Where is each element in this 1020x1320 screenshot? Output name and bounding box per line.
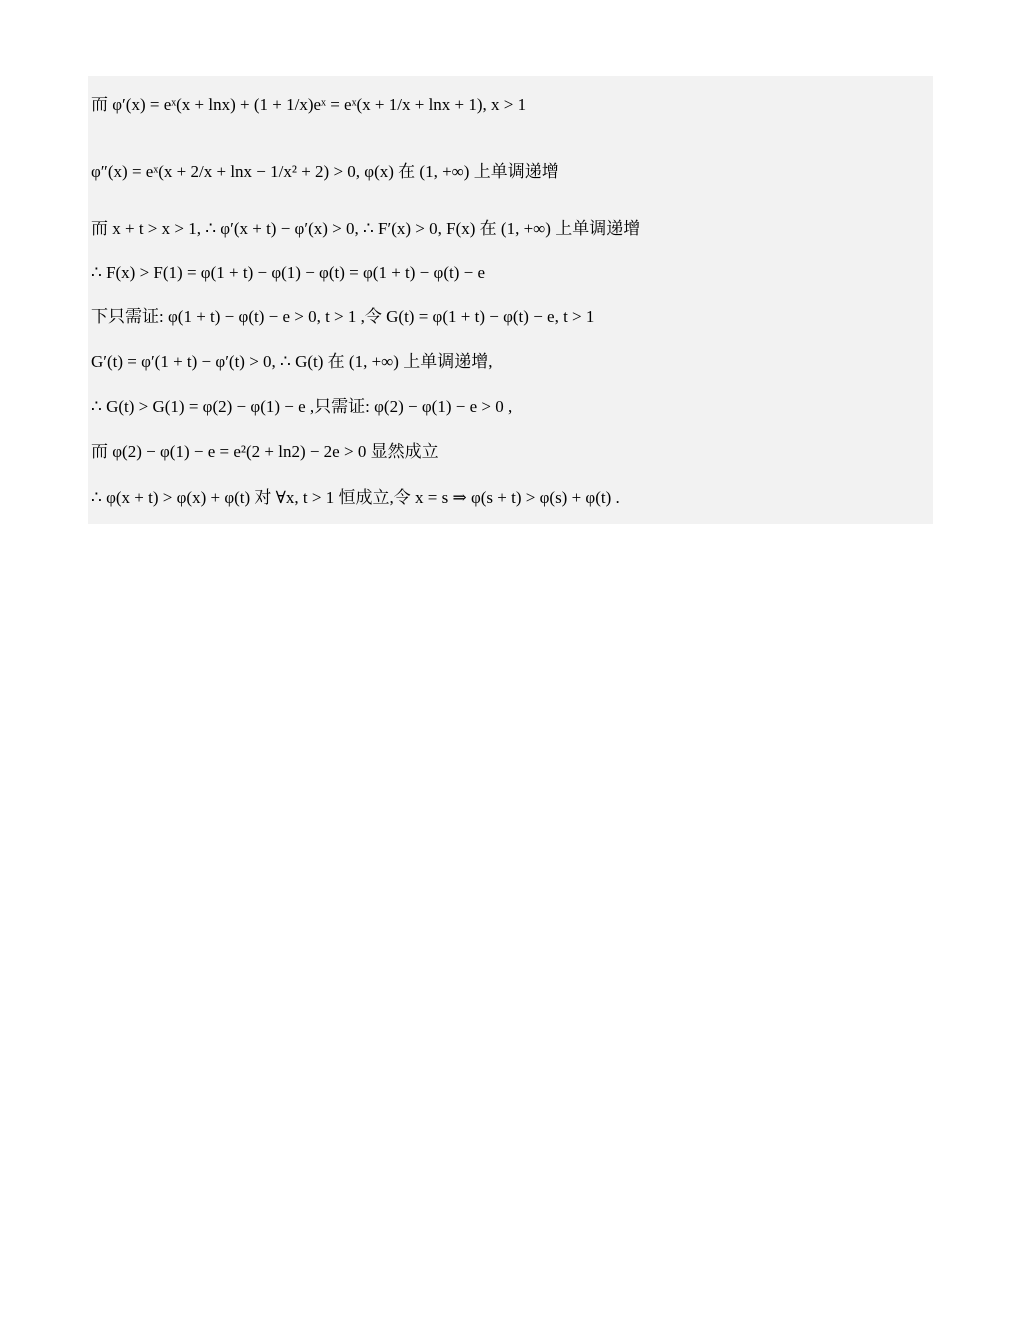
math-line-1: 而 φ′(x) = eˣ(x + lnx) + (1 + 1/x)eˣ = eˣ(x + 1/x + lnx + 1), x > 1 xyxy=(91,95,527,114)
math-line-7: ∴ G(t) > G(1) = φ(2) − φ(1) − e ,只需证: φ(2) − φ(1) − e > 0 , xyxy=(91,397,513,416)
math-line-2: φ″(x) = eˣ(x + 2/x + lnx − 1/x² + 2) > 0, φ(x) 在 (1, +∞) 上单调递增 xyxy=(91,162,559,181)
math-line-8: 而 φ(2) − φ(1) − e = e²(2 + ln2) − 2e > 0 显然成立 xyxy=(91,442,439,461)
math-line-4: ∴ F(x) > F(1) = φ(1 + t) − φ(1) − φ(t) = φ(1 + t) − φ(t) − e xyxy=(91,263,486,282)
math-line-9: ∴ φ(x + t) > φ(x) + φ(t) 对 ∀x, t > 1 恒成立,令 x = s ⇒ φ(s + t) > φ(s) + φ(t) . xyxy=(91,488,620,507)
math-line-5: 下只需证: φ(1 + t) − φ(t) − e > 0, t > 1 ,令 G(t) = φ(1 + t) − φ(t) − e, t > 1 xyxy=(91,307,595,326)
math-line-3: 而 x + t > x > 1, ∴ φ′(x + t) − φ′(x) > 0, ∴ F′(x) > 0, F(x) 在 (1, +∞) 上单调递增 xyxy=(91,219,641,238)
math-line-6: G′(t) = φ′(1 + t) − φ′(t) > 0, ∴ G(t) 在 (1, +∞) 上单调递增, xyxy=(91,352,493,371)
